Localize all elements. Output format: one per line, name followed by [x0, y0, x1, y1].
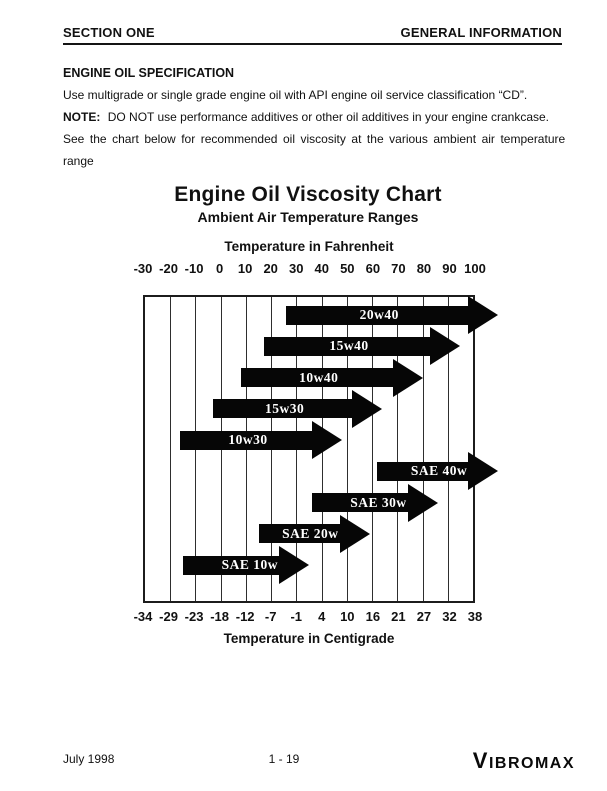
- tick-label: 90: [442, 261, 457, 276]
- tick-label: 27: [416, 609, 432, 624]
- tick-label: -18: [210, 609, 230, 624]
- oil-grade-arrow-head: [352, 390, 382, 428]
- tick-label: -12: [235, 609, 255, 624]
- oil-grade-arrow-body: [259, 524, 344, 543]
- chart-subtitle: Ambient Air Temperature Ranges: [197, 209, 419, 225]
- chart-title: Engine Oil Viscosity Chart: [174, 183, 442, 206]
- oil-grade-arrow-head: [430, 327, 460, 365]
- tick-label: -10: [184, 261, 204, 276]
- vibromax-logo: VIBROMAX: [472, 748, 575, 773]
- oil-grade-arrow-body: [180, 431, 315, 450]
- oil-grade-label: 20w40: [359, 307, 399, 322]
- footer-date: July 1998: [63, 752, 115, 766]
- page-header: [63, 24, 562, 45]
- oil-grade-arrow-body: [213, 399, 356, 418]
- oil-grade-arrow-head: [279, 546, 309, 584]
- fahrenheit-axis: [133, 261, 486, 277]
- centigrade-axis-label: Temperature in Centigrade: [223, 631, 395, 646]
- oil-grade-arrow-body: [312, 493, 412, 512]
- tick-label: -7: [264, 609, 277, 624]
- oil-grade-label: SAE 20w: [282, 525, 339, 541]
- note-text: DO NOT use performance additives or other oil additives in your engine crankcase.: [107, 110, 550, 124]
- oil-grade-arrow-body: [377, 462, 472, 481]
- oil-grade-arrow-head: [408, 484, 438, 522]
- tick-label: -34: [133, 609, 153, 624]
- tick-label: 10: [340, 609, 355, 624]
- tick-label: 38: [467, 609, 483, 624]
- oil-grade-arrow-head: [312, 421, 342, 459]
- oil-grade-arrow-body: [264, 337, 435, 356]
- oil-grade-arrow-body: [241, 368, 397, 387]
- tick-label: 60: [365, 261, 381, 276]
- oil-grade-arrow-head: [340, 515, 370, 553]
- oil-grade-label: SAE 30w: [350, 494, 407, 510]
- oil-grade-arrow-head: [468, 452, 498, 490]
- oil-grade-arrow-head: [468, 296, 498, 334]
- tick-label: -20: [159, 261, 178, 276]
- section-heading: ENGINE OIL SPECIFICATION: [63, 66, 235, 80]
- tick-label: 4: [318, 609, 326, 624]
- oil-grade-arrow-body: [183, 556, 283, 575]
- body-line-1: Use multigrade or single grade engine oil with API engine oil service classification “CD”.: [63, 88, 528, 102]
- tick-label: -29: [159, 609, 178, 624]
- note-label: NOTE:: [63, 110, 101, 124]
- tick-label: 80: [416, 261, 432, 276]
- body-text: [63, 62, 566, 172]
- oil-grade-label: SAE 40w: [410, 463, 468, 479]
- oil-grade-arrow-body: [286, 306, 472, 325]
- oil-grade-label: 10w40: [299, 369, 339, 385]
- oil-grade-arrow-head: [393, 359, 423, 397]
- header-section-title: SECTION ONE: [63, 25, 155, 40]
- tick-label: 0: [215, 261, 224, 276]
- body-line-3: See the chart below for recommended oil viscosity at the various ambient air temperature: [63, 132, 566, 146]
- body-note-line: [63, 106, 562, 128]
- tick-label: -23: [184, 609, 204, 624]
- footer-page-number: 1 - 19: [268, 752, 300, 766]
- chart-plot: [143, 295, 475, 603]
- centigrade-axis: [133, 609, 483, 625]
- tick-label: 100: [464, 261, 486, 276]
- oil-grade-label: 10w30: [228, 432, 268, 447]
- tick-label: 20: [263, 261, 278, 276]
- body-line-4: range: [63, 154, 94, 168]
- oil-grade-label: 15w40: [329, 338, 369, 354]
- tick-label: 32: [442, 609, 457, 624]
- tick-label: 21: [391, 609, 406, 624]
- tick-label: 10: [237, 261, 253, 276]
- tick-label: 40: [314, 261, 329, 276]
- gridline: [170, 297, 171, 601]
- tick-label: 50: [340, 261, 355, 276]
- tick-label: 30: [288, 261, 304, 276]
- oil-grade-label: 15w30: [265, 400, 305, 416]
- header-chapter-title: GENERAL INFORMATION: [400, 25, 562, 40]
- fahrenheit-axis-label: Temperature in Fahrenheit: [224, 239, 394, 254]
- tick-label: -1: [290, 609, 302, 624]
- tick-label: 70: [391, 261, 406, 276]
- tick-label: 16: [365, 609, 381, 624]
- oil-grade-label: SAE 10w: [221, 557, 278, 572]
- tick-label: -30: [133, 261, 153, 276]
